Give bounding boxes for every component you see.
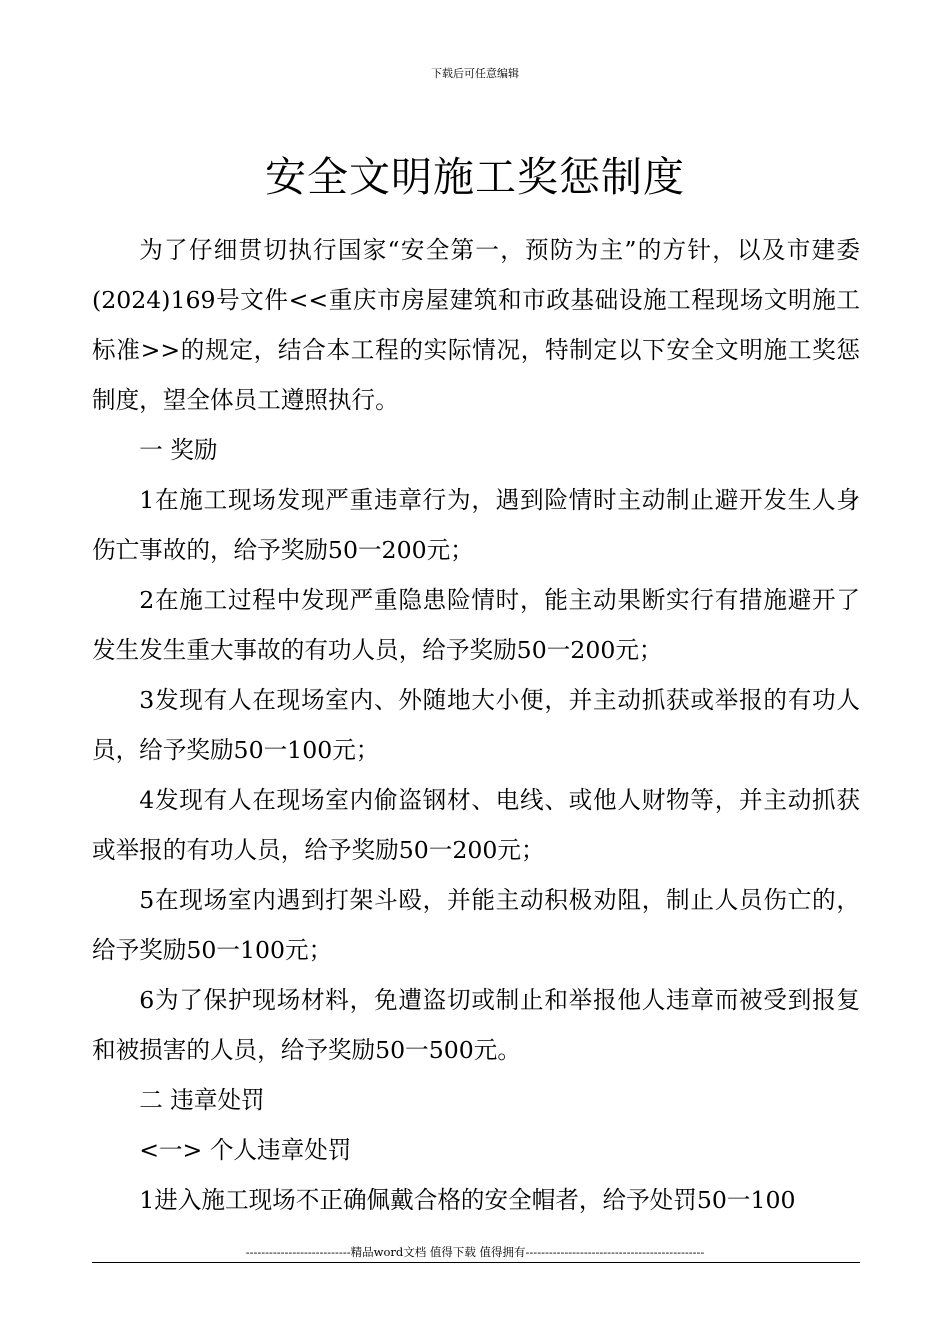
header-note: 下载后可任意编辑 [431, 67, 519, 80]
penalty-item-1: 1进入施工现场不正确佩戴合格的安全帽者，给予处罚50一100 [139, 1186, 796, 1214]
section-heading-rewards: 一 奖励 [139, 436, 218, 464]
reward-item-1: 1在施工现场发现严重违章行为，遇到险情时主动制止避开发生人身伤亡事故的，给予奖励50一200元； [92, 486, 860, 564]
document-title: 安全文明施工奖惩制度 [265, 153, 685, 202]
document-body [92, 225, 860, 1225]
intro-paragraph: 为了仔细贯切执行国家“安全第一，预防为主”的方针，以及市建委(2024)169号文件<<重庆市房屋建筑和市政基础设施工程现场文明施工标准>>的规定，结合本工程的实际情况，特制定以下安全文明施工奖惩制度，望全体员工遵照执行。 [92, 236, 860, 414]
section-heading-penalties: 二 违章处罚 [139, 1086, 265, 1114]
reward-item-4: 4发现有人在现场室内偷盗钢材、电线、或他人财物等，并主动抓获或举报的有功人员，给予奖励50一200元； [92, 786, 860, 864]
reward-item-5: 5在现场室内遇到打架斗殴，并能主动积极劝阻，制止人员伤亡的，给予奖励50一100元； [92, 886, 860, 964]
reward-item-2: 2在施工过程中发现严重隐患险情时，能主动果断实行有措施避开了发生发生重大事故的有功人员，给予奖励50一200元； [92, 586, 860, 664]
footer-divider [92, 1262, 860, 1263]
reward-item-6: 6为了保护现场材料，免遭盗切或制止和举报他人违章而被受到报复和被损害的人员，给予奖励50一500元。 [92, 986, 860, 1064]
subsection-heading-individual: <一> 个人违章处罚 [139, 1136, 352, 1164]
footer-note: ---------------------------精品word文档 值得下载 值得拥有---------------------------------------------- [245, 1245, 705, 1259]
reward-item-3: 3发现有人在现场室内、外随地大小便，并主动抓获或举报的有功人员，给予奖励50一100元； [92, 686, 860, 764]
